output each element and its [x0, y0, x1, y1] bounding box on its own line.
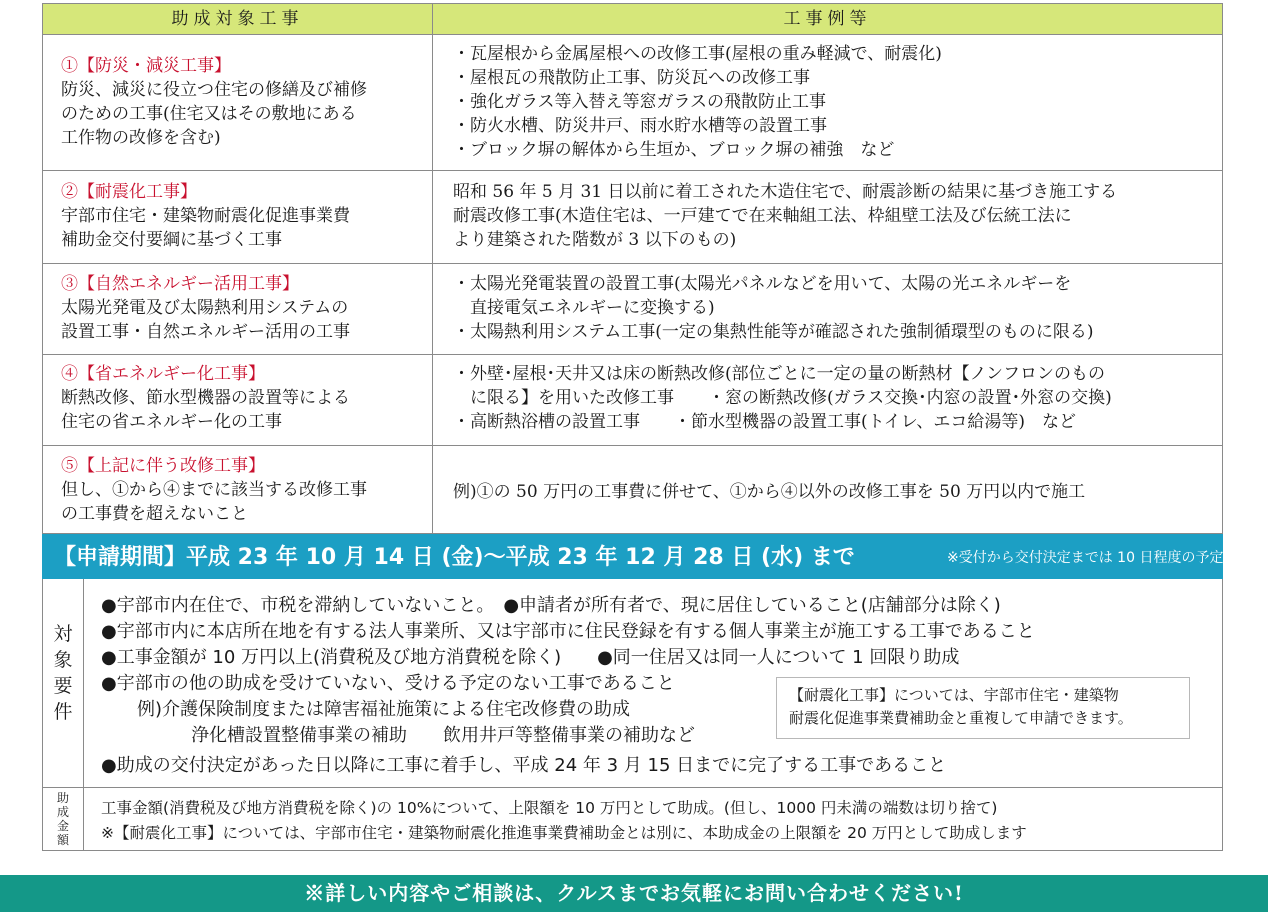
- work-desc-line: 住宅の省エネルギー化の工事: [61, 412, 282, 432]
- label-char: 額: [56, 833, 69, 847]
- example-line: ・屋根瓦の飛散防止工事、防災瓦への改修工事: [453, 68, 810, 88]
- example-line: ・高断熱浴槽の設置工事 ・節水型機器の設置工事(トイレ、エコ給湯等) など: [453, 412, 1077, 432]
- example-line: ・防火水槽、防災井戸、雨水貯水槽等の設置工事: [453, 116, 827, 136]
- work-row-natural-energy: [61, 272, 421, 344]
- requirements-section: [42, 579, 1223, 851]
- requirement-example-line: 例)介護保険制度または障害福祉施策による住宅改修費の助成: [101, 699, 631, 720]
- work-row-related: [61, 454, 421, 526]
- row-divider: [43, 354, 1222, 355]
- requirement-line: ●宇部市内に本店所在地を有する法人事業所、又は宇部市に住民登録を有する個人事業主が施工する工事であること: [101, 621, 1035, 642]
- example-line: ・太陽光発電装置の設置工事(太陽光パネルなどを用いて、太陽の光エネルギーを: [453, 274, 1072, 294]
- requirement-line: ●工事金額が 10 万円以上(消費税及び地方消費税を除く) ●同一住居又は同一人について 1 回限り助成: [101, 647, 960, 668]
- work-title: ①【防災・減災工事】: [61, 56, 231, 76]
- application-period-bar: [42, 534, 1223, 579]
- seismic-note-callout: [776, 677, 1190, 739]
- period-note: ※受付から交付決定までは 10 日程度の予定: [947, 550, 1224, 566]
- work-desc-line: 工作物の改修を含む): [61, 128, 221, 148]
- work-row-energy-saving: [61, 362, 421, 434]
- work-examples-seismic: [453, 180, 1223, 252]
- work-title: ②【耐震化工事】: [61, 182, 197, 202]
- work-desc-line: 防災、減災に役立つ住宅の修繕及び補修: [61, 80, 367, 100]
- work-desc-line: 太陽光発電及び太陽熱利用システムの: [61, 298, 349, 318]
- example-line: 昭和 56 年 5 月 31 日以前に着工された木造住宅で、耐震診断の結果に基づき施工する: [453, 182, 1118, 202]
- requirement-line: ●宇部市内在住で、市税を滞納していないこと。 ●申請者が所有者で、現に居住していること(店舗部分は除く): [101, 595, 1001, 616]
- section-divider: [43, 787, 1222, 788]
- example-line: ・瓦屋根から金属屋根への改修工事(屋根の重み軽減で、耐震化): [453, 44, 942, 64]
- work-desc-line: 設置工事・自然エネルギー活用の工事: [61, 322, 350, 342]
- work-row-seismic: [61, 180, 421, 252]
- row-divider: [43, 170, 1222, 171]
- work-desc-line: の工事費を超えないこと: [61, 504, 248, 524]
- example-line: ・太陽熱利用システム工事(一定の集熱性能等が確認された強制循環型のものに限る): [453, 322, 1094, 342]
- amount-line: 工事金額(消費税及び地方消費税を除く)の 10%について、上限額を 10 万円として助成。(但し、1000 円未満の端数は切り捨て): [101, 799, 998, 817]
- amount-line: ※【耐震化工事】については、宇部市住宅・建築物耐震化推進事業費補助金とは別に、本助成金の上限額を 20 万円として助成します: [101, 824, 1027, 842]
- example-line: ・ブロック塀の解体から生垣か、ブロック塀の補強 など: [453, 140, 895, 160]
- example-line: ・外壁･屋根･天井又は床の断熱改修(部位ごとに一定の量の断熱材【ノンフロンのもの: [453, 364, 1105, 384]
- header-work-examples: 工事例等: [433, 4, 1222, 35]
- example-line: 直接電気エネルギーに変換する): [453, 298, 715, 318]
- example-line: 耐震改修工事(木造住宅は、一戸建てで在来軸組工法、枠組壁工法及び伝統工法に: [453, 206, 1072, 226]
- requirement-line: ●宇部市の他の助成を受けていない、受ける予定のない工事であること: [101, 673, 675, 694]
- example-line: 例)①の 50 万円の工事費に併せて、①から④以外の改修工事を 50 万円以内で施工: [453, 482, 1086, 502]
- work-desc-line: 断熱改修、節水型機器の設置等による: [61, 388, 350, 408]
- callout-line: 【耐震化工事】については、宇部市住宅・建築物: [789, 686, 1119, 704]
- work-examples-disaster: [453, 42, 1223, 162]
- label-char: 要: [53, 675, 73, 697]
- work-title: ⑤【上記に伴う改修工事】: [61, 456, 265, 476]
- amount-label: [43, 791, 83, 847]
- work-desc-line: のための工事(住宅又はその敷地にある: [61, 104, 357, 124]
- row-divider: [43, 445, 1222, 446]
- work-desc-line: 宇部市住宅・建築物耐震化促進事業費: [61, 206, 350, 226]
- label-char: 象: [53, 649, 73, 671]
- requirements-label: [43, 621, 83, 725]
- contact-footer: ※詳しい内容やご相談は、クルスまでお気軽にお問い合わせください!: [0, 875, 1268, 912]
- example-line: に限る】を用いた改修工事 ・窓の断熱改修(ガラス交換･内窓の設置･外窓の交換): [453, 388, 1112, 408]
- work-row-disaster: [61, 54, 421, 150]
- work-examples-energy-saving: [453, 362, 1223, 434]
- label-char: 件: [53, 701, 73, 723]
- work-title: ③【自然エネルギー活用工事】: [61, 274, 299, 294]
- application-period: 【申請期間】平成 23 年 10 月 14 日 (金)〜平成 23 年 12 月 28 日 (水) まで: [54, 545, 855, 570]
- header-target-works: 助成対象工事: [43, 4, 432, 35]
- requirement-example-line: 浄化槽設置整備事業の補助 飲用井戸等整備事業の補助など: [101, 725, 695, 746]
- work-examples-natural-energy: [453, 272, 1223, 344]
- work-title: ④【省エネルギー化工事】: [61, 364, 265, 384]
- work-desc-line: 補助金交付要綱に基づく工事: [61, 230, 282, 250]
- work-examples-related: [453, 480, 1223, 504]
- label-char: 金: [56, 819, 69, 833]
- row-divider: [43, 263, 1222, 264]
- label-divider: [83, 579, 84, 850]
- works-table: [42, 3, 1223, 534]
- requirement-line: ●助成の交付決定があった日以降に工事に着手し、平成 24 年 3 月 15 日までに完了する工事であること: [101, 755, 947, 776]
- label-char: 対: [53, 623, 73, 645]
- column-divider: [432, 4, 433, 533]
- callout-line: 耐震化促進事業費補助金と重複して申請できます。: [789, 709, 1133, 727]
- label-char: 助: [56, 791, 69, 805]
- example-line: より建築された階数が 3 以下のもの): [453, 230, 737, 250]
- label-char: 成: [56, 805, 69, 819]
- example-line: ・強化ガラス等入替え等窓ガラスの飛散防止工事: [453, 92, 826, 112]
- work-desc-line: 但し、①から④までに該当する改修工事: [61, 480, 367, 500]
